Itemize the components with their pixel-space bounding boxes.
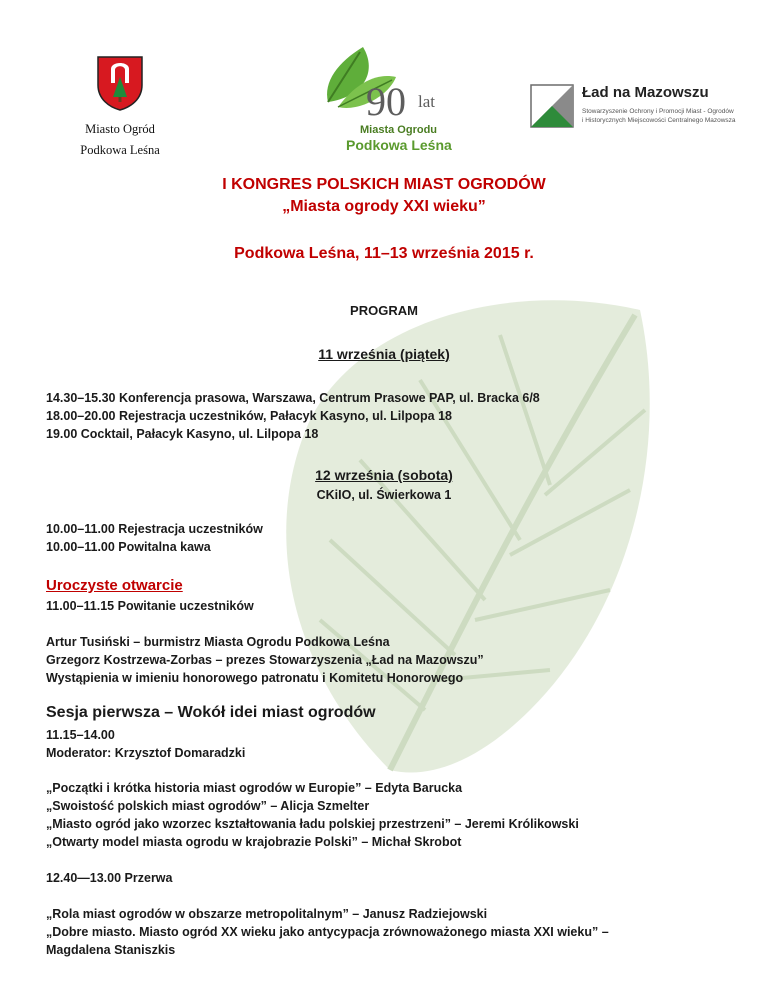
session1-time: 11.15–14.00 bbox=[46, 728, 115, 742]
talk-item: „Rola miast ogrodów w obszarze metropolitalnym” – Janusz Radziejowski bbox=[46, 907, 488, 921]
talk-item: „Otwarty model miasta ogrodu w krajobrazie Polski” – Michał Skrobot bbox=[46, 835, 462, 849]
opening-speaker: Grzegorz Kostrzewa-Zorbas – prezes Stowarzyszenia „Ład na Mazowszu” bbox=[46, 653, 484, 667]
day2-venue: CKiIO, ul. Świerkowa 1 bbox=[316, 488, 452, 502]
anniversary-number: 90 bbox=[366, 79, 406, 124]
town-caption-2: Podkowa Leśna bbox=[80, 143, 160, 157]
place-date: Podkowa Leśna, 11–13 września 2015 r. bbox=[234, 245, 534, 262]
break-item: 12.40—13.00 Przerwa bbox=[46, 871, 173, 885]
lad-subtitle-2: i Historycznych Miejscowości Centralnego Mazowsza bbox=[582, 117, 736, 124]
day2-item: 10.00–11.00 Rejestracja uczestników bbox=[46, 522, 263, 536]
talk-item: „Początki i krótka historia miast ogrodów w Europie” – Edyta Barucka bbox=[46, 781, 463, 795]
town-caption-1: Miasto Ogród bbox=[85, 122, 155, 136]
congress-subtitle: „Miasta ogrody XXI wieku” bbox=[282, 198, 486, 215]
day2-heading bbox=[0, 467, 768, 483]
talk-item: „Miasto ogród jako wzorzec kształtowania ładu polskiej przestrzeni” – Jeremi Królikowski bbox=[46, 817, 579, 831]
session1-heading: Sesja pierwsza – Wokół idei miast ogrodów bbox=[46, 704, 376, 721]
talk-item: „Dobre miasto. Miasto ogród XX wieku jako antycypacja zrównoważonego miasta XXI wieku” – bbox=[46, 925, 609, 939]
opening-time: 11.00–11.15 Powitanie uczestników bbox=[46, 599, 254, 613]
day1-item: 14.30–15.30 Konferencja prasowa, Warszawa, Centrum Prasowe PAP, ul. Bracka 6/8 bbox=[46, 391, 540, 405]
talk-item: „Swoistość polskich miast ogrodów” – Alicja Szmelter bbox=[46, 799, 370, 813]
talk-item: Magdalena Staniszkis bbox=[46, 943, 176, 957]
day2-item: 10.00–11.00 Powitalna kawa bbox=[46, 540, 211, 554]
anniversary-logo bbox=[318, 42, 468, 152]
crest-icon bbox=[95, 55, 145, 111]
lad-title: Ład na Mazowszu bbox=[582, 84, 709, 101]
congress-title: I KONGRES POLSKICH MIAST OGRODÓW bbox=[222, 176, 546, 193]
opening-speaker: Wystąpienia w imieniu honorowego patronatu i Komitetu Honorowego bbox=[46, 671, 464, 685]
day1-heading bbox=[0, 346, 768, 362]
program-heading: PROGRAM bbox=[350, 303, 418, 318]
day1-heading-text: 11 września (piątek) bbox=[318, 346, 450, 362]
anniversary-lat: lat bbox=[418, 92, 435, 111]
session1-moderator: Moderator: Krzysztof Domaradzki bbox=[46, 746, 246, 760]
day1-item: 19.00 Cocktail, Pałacyk Kasyno, ul. Lilpopa 18 bbox=[46, 427, 319, 441]
anniversary-line2: Podkowa Leśna bbox=[346, 137, 452, 153]
anniversary-line1: Miasta Ogrodu bbox=[360, 124, 438, 136]
lad-subtitle-1: Stowarzyszenie Ochrony i Promocji Miast - Ogrodów bbox=[582, 108, 734, 115]
day2-heading-text: 12 września (sobota) bbox=[315, 467, 453, 483]
day1-item: 18.00–20.00 Rejestracja uczestników, Pałacyk Kasyno, ul. Lilpopa 18 bbox=[46, 409, 452, 423]
town-crest-logo bbox=[60, 55, 180, 158]
opening-heading: Uroczyste otwarcie bbox=[46, 577, 183, 594]
lad-square-icon bbox=[530, 84, 574, 128]
opening-speaker: Artur Tusiński – burmistrz Miasta Ogrodu Podkowa Leśna bbox=[46, 635, 390, 649]
